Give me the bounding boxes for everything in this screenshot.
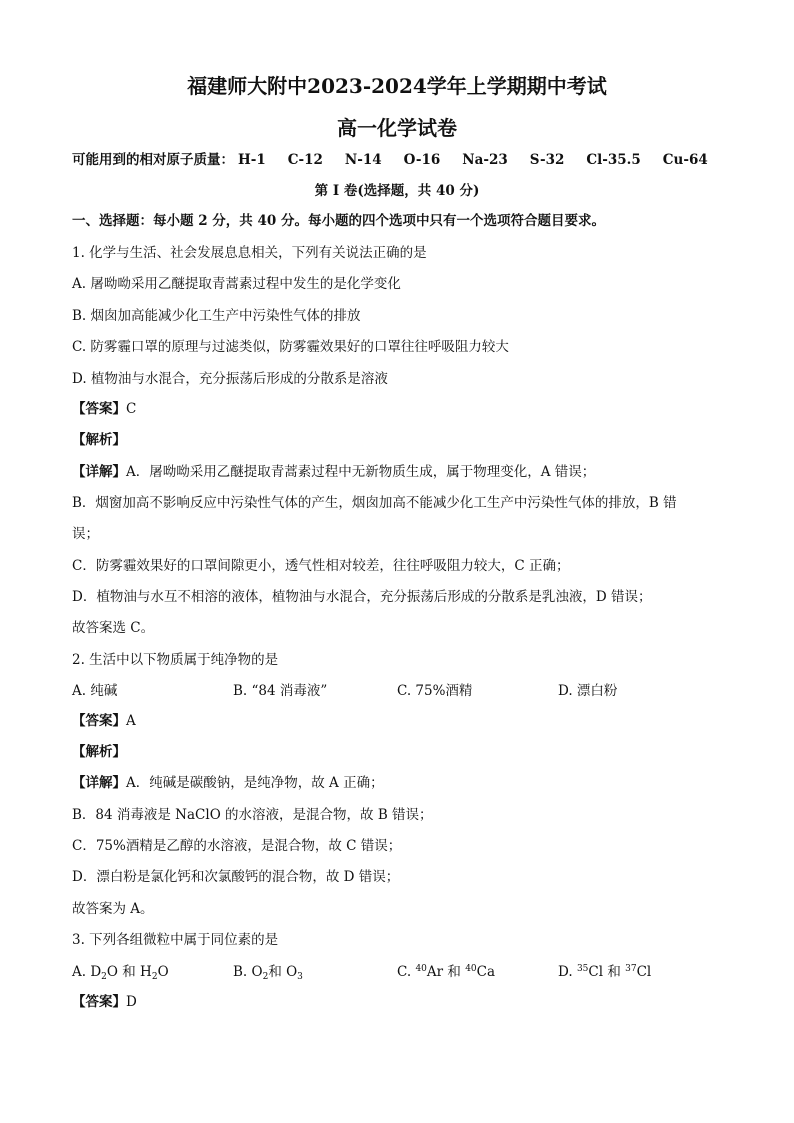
formula-subscript: 2 [101, 972, 107, 982]
q2-option-b: B. “84 消毒液” [233, 683, 328, 699]
q1-analysis-tag: 【解析】 [72, 432, 126, 448]
q3-answer [72, 992, 137, 1012]
answer-tag: 【答案】 [72, 994, 126, 1010]
detail-text: A．屠呦呦采用乙醚提取青蒿素过程中无新物质生成，属于物理变化，A 错误； [126, 464, 596, 480]
detail-tag: 【详解】 [72, 464, 126, 480]
q2-answer [72, 711, 136, 731]
atomic-mass-label: 可能用到的相对原子质量： [72, 152, 234, 168]
atomic-mass-item: N-14 [344, 152, 382, 168]
mass-number: 40 [465, 964, 477, 974]
q2-option-a: A. 纯碱 [72, 683, 118, 699]
q1-option-b: B. 烟囱加高能减少化工生产中污染性气体的排放 [72, 308, 361, 324]
atomic-mass-item: S-32 [529, 152, 565, 168]
mass-number: 35 [576, 964, 589, 974]
answer-tag: 【答案】 [72, 713, 126, 729]
q3-stem: 3. 下列各组微粒中属于同位素的是 [72, 932, 279, 948]
atomic-mass-item: C-12 [287, 152, 323, 168]
q1-detail-line: 故答案选 C。 [72, 620, 155, 636]
mass-number: 37 [625, 964, 637, 974]
formula-text: Cl [636, 964, 652, 980]
formula-text: B. O [233, 964, 263, 980]
formula-subscript: 2 [151, 972, 158, 982]
q3-option-d [558, 962, 651, 982]
formula-text: Ca [476, 964, 496, 980]
q2-detail-line [72, 773, 384, 793]
q2-analysis-tag: 【解析】 [72, 744, 126, 760]
q3-option-c [397, 962, 495, 982]
atomic-mass-item: H-1 [238, 152, 266, 168]
q3-option-b [233, 962, 303, 982]
q1-stem: 1. 化学与生活、社会发展息息相关，下列有关说法正确的是 [72, 245, 427, 261]
q2-option-d: D. 漂白粉 [558, 683, 618, 699]
atomic-mass-item: Cu-64 [662, 152, 708, 168]
q1-detail-line: D．植物油与水互不相溶的液体，植物油与水混合，充分振荡后形成的分散系是乳浊液，D 错误； [72, 589, 652, 605]
q2-detail-line: D．漂白粉是氯化钙和次氯酸钙的混合物，故 D 错误； [72, 869, 400, 885]
atomic-mass-line [72, 150, 708, 170]
atomic-mass-item: Na-23 [462, 152, 508, 168]
q2-detail-line: B．84 消毒液是 NaClO 的水溶液，是混合物，故 B 错误； [72, 807, 433, 823]
section-heading: 一、选择题：每小题 2 分，共 40 分。每小题的四个选项中只有一个选项符合题目要求。 [72, 213, 605, 229]
q1-option-d: D. 植物油与水混合，充分振荡后形成的分散系是溶液 [72, 371, 388, 387]
q2-detail-line: 故答案为 A。 [72, 901, 154, 917]
formula-text: Cl 和 [588, 964, 626, 980]
formula-subscript: 2 [262, 972, 269, 982]
formula-text: C. [397, 964, 416, 980]
formula-text: O 和 H [106, 964, 152, 980]
q1-option-c: C. 防雾霾口罩的原理与过滤类似，防雾霾效果好的口罩往往呼吸阻力较大 [72, 339, 509, 355]
q1-detail-line: 误； [72, 526, 99, 542]
formula-text: D. [558, 964, 577, 980]
answer-value: A [126, 713, 136, 729]
q1-detail-line: B．烟窗加高不影响反应中污染性气体的产生，烟囱加高不能减少化工生产中污染性气体的排放，B 错 [72, 495, 677, 511]
atomic-mass-item: O-16 [403, 152, 441, 168]
formula-text: A. D [72, 964, 102, 980]
q1-detail-line [72, 462, 595, 482]
q1-answer [72, 399, 136, 419]
q2-detail-line: C．75%酒精是乙醇的水溶液，是混合物，故 C 错误； [72, 838, 402, 854]
formula-subscript: 3 [297, 972, 303, 982]
answer-value: C [126, 401, 137, 417]
exam-subtitle: 高一化学试卷 [337, 116, 457, 140]
q1-option-a: A. 屠呦呦采用乙醚提取青蒿素过程中发生的是化学变化 [72, 276, 401, 292]
exam-title: 福建师大附中2023-2024学年上学期期中考试 [187, 74, 607, 98]
formula-text: 和 O [268, 964, 298, 980]
q1-detail-line: C．防雾霾效果好的口罩间隙更小，透气性相对较差，往往呼吸阻力较大，C 正确； [72, 558, 570, 574]
atomic-mass-item: Cl-35.5 [586, 152, 641, 168]
q3-option-a [72, 962, 169, 982]
volume-heading: 第 I 卷(选择题，共 40 分) [314, 183, 480, 199]
answer-value: D [126, 994, 137, 1010]
q2-stem: 2. 生活中以下物质属于纯净物的是 [72, 652, 279, 668]
answer-tag: 【答案】 [72, 401, 126, 417]
formula-text: O [157, 964, 169, 980]
mass-number: 40 [415, 964, 427, 974]
detail-tag: 【详解】 [72, 775, 126, 791]
q2-option-c: C. 75%酒精 [397, 683, 473, 699]
detail-text: A．纯碱是碳酸钠，是纯净物，故 A 正确； [126, 775, 384, 791]
formula-text: Ar 和 [426, 964, 466, 980]
